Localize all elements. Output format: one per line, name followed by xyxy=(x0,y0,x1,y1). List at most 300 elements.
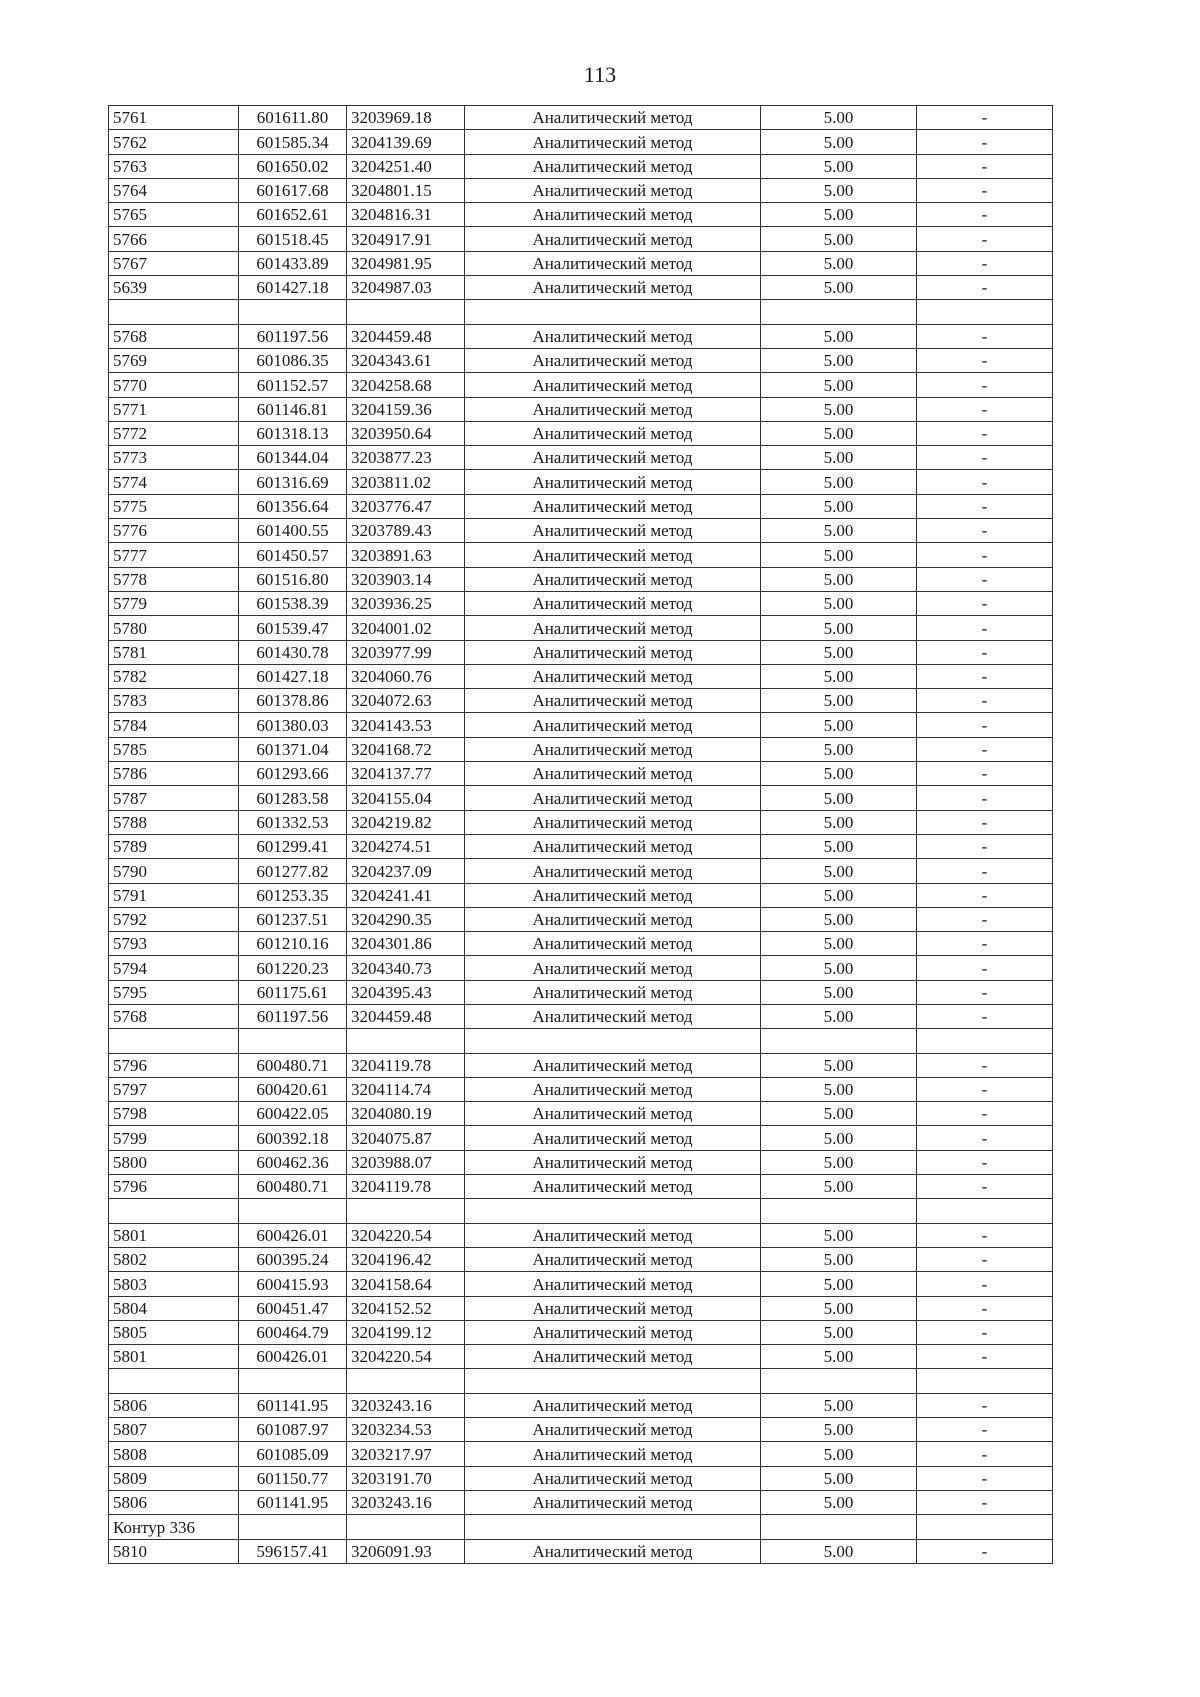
x-coordinate-cell: 601400.55 xyxy=(239,519,347,543)
note-cell: - xyxy=(917,1442,1053,1466)
y-coordinate-cell: 3203776.47 xyxy=(347,494,465,518)
note-cell: - xyxy=(917,737,1053,761)
x-coordinate-cell: 600464.79 xyxy=(239,1320,347,1344)
x-coordinate-cell: 600392.18 xyxy=(239,1126,347,1150)
method-cell: Аналитический метод xyxy=(465,980,761,1004)
y-coordinate-cell: 3204060.76 xyxy=(347,664,465,688)
precision-cell: 5.00 xyxy=(761,154,917,178)
point-number-cell: 5797 xyxy=(109,1077,239,1101)
x-coordinate-cell: 601380.03 xyxy=(239,713,347,737)
note-cell: - xyxy=(917,130,1053,154)
table-row xyxy=(109,421,1053,445)
point-number-cell: 5807 xyxy=(109,1418,239,1442)
point-number-cell: 5762 xyxy=(109,130,239,154)
x-coordinate-cell xyxy=(239,1515,347,1539)
point-number-cell: 5793 xyxy=(109,932,239,956)
method-cell: Аналитический метод xyxy=(465,397,761,421)
x-coordinate-cell: 596157.41 xyxy=(239,1539,347,1563)
precision-cell: 5.00 xyxy=(761,106,917,130)
precision-cell: 5.00 xyxy=(761,1442,917,1466)
method-cell: Аналитический метод xyxy=(465,373,761,397)
table-row xyxy=(109,1418,1053,1442)
method-cell: Аналитический метод xyxy=(465,203,761,227)
y-coordinate-cell: 3204987.03 xyxy=(347,276,465,300)
note-cell: - xyxy=(917,1539,1053,1563)
y-coordinate-cell xyxy=(347,300,465,324)
method-cell: Аналитический метод xyxy=(465,834,761,858)
precision-cell: 5.00 xyxy=(761,713,917,737)
point-number-cell: 5775 xyxy=(109,494,239,518)
x-coordinate-cell: 601087.97 xyxy=(239,1418,347,1442)
x-coordinate-cell: 600422.05 xyxy=(239,1102,347,1126)
table-body xyxy=(109,106,1053,1564)
note-cell: - xyxy=(917,1077,1053,1101)
method-cell: Аналитический метод xyxy=(465,664,761,688)
y-coordinate-cell: 3204075.87 xyxy=(347,1126,465,1150)
note-cell xyxy=(917,300,1053,324)
method-cell: Аналитический метод xyxy=(465,519,761,543)
precision-cell xyxy=(761,1369,917,1393)
precision-cell: 5.00 xyxy=(761,956,917,980)
method-cell xyxy=(465,1029,761,1053)
table-row xyxy=(109,664,1053,688)
note-cell: - xyxy=(917,1490,1053,1514)
precision-cell: 5.00 xyxy=(761,762,917,786)
x-coordinate-cell: 601318.13 xyxy=(239,421,347,445)
point-number-cell: 5769 xyxy=(109,348,239,372)
table-row xyxy=(109,883,1053,907)
table-row xyxy=(109,1199,1053,1223)
note-cell xyxy=(917,1515,1053,1539)
y-coordinate-cell: 3204981.95 xyxy=(347,251,465,275)
table-row xyxy=(109,762,1053,786)
y-coordinate-cell: 3203977.99 xyxy=(347,640,465,664)
x-coordinate-cell: 601283.58 xyxy=(239,786,347,810)
table-row xyxy=(109,154,1053,178)
precision-cell: 5.00 xyxy=(761,251,917,275)
y-coordinate-cell: 3204343.61 xyxy=(347,348,465,372)
x-coordinate-cell xyxy=(239,1199,347,1223)
x-coordinate-cell: 601617.68 xyxy=(239,178,347,202)
table-row xyxy=(109,1247,1053,1271)
precision-cell: 5.00 xyxy=(761,1004,917,1028)
point-number-cell: 5788 xyxy=(109,810,239,834)
point-number-cell: 5791 xyxy=(109,883,239,907)
x-coordinate-cell xyxy=(239,1369,347,1393)
point-number-cell xyxy=(109,1029,239,1053)
x-coordinate-cell: 601371.04 xyxy=(239,737,347,761)
method-cell: Аналитический метод xyxy=(465,1004,761,1028)
table-row xyxy=(109,1053,1053,1077)
note-cell: - xyxy=(917,1320,1053,1344)
x-coordinate-cell: 600451.47 xyxy=(239,1296,347,1320)
table-row xyxy=(109,1126,1053,1150)
method-cell: Аналитический метод xyxy=(465,932,761,956)
method-cell: Аналитический метод xyxy=(465,1345,761,1369)
precision-cell: 5.00 xyxy=(761,1345,917,1369)
x-coordinate-cell: 601516.80 xyxy=(239,567,347,591)
x-coordinate-cell: 601141.95 xyxy=(239,1490,347,1514)
method-cell: Аналитический метод xyxy=(465,956,761,980)
point-number-cell: 5768 xyxy=(109,324,239,348)
y-coordinate-cell xyxy=(347,1369,465,1393)
note-cell: - xyxy=(917,664,1053,688)
method-cell: Аналитический метод xyxy=(465,446,761,470)
method-cell xyxy=(465,1369,761,1393)
precision-cell: 5.00 xyxy=(761,470,917,494)
x-coordinate-cell: 600462.36 xyxy=(239,1150,347,1174)
precision-cell: 5.00 xyxy=(761,203,917,227)
method-cell: Аналитический метод xyxy=(465,421,761,445)
y-coordinate-cell: 3203988.07 xyxy=(347,1150,465,1174)
x-coordinate-cell: 601146.81 xyxy=(239,397,347,421)
precision-cell: 5.00 xyxy=(761,1150,917,1174)
note-cell: - xyxy=(917,1466,1053,1490)
note-cell: - xyxy=(917,932,1053,956)
x-coordinate-cell: 601085.09 xyxy=(239,1442,347,1466)
point-number-cell: 5780 xyxy=(109,616,239,640)
note-cell xyxy=(917,1199,1053,1223)
method-cell: Аналитический метод xyxy=(465,1102,761,1126)
y-coordinate-cell: 3204143.53 xyxy=(347,713,465,737)
point-number-cell xyxy=(109,300,239,324)
x-coordinate-cell: 601539.47 xyxy=(239,616,347,640)
table-row xyxy=(109,859,1053,883)
precision-cell: 5.00 xyxy=(761,1490,917,1514)
x-coordinate-cell: 601237.51 xyxy=(239,907,347,931)
page-number: 113 xyxy=(583,62,617,87)
precision-cell: 5.00 xyxy=(761,1320,917,1344)
y-coordinate-cell: 3204196.42 xyxy=(347,1247,465,1271)
precision-cell: 5.00 xyxy=(761,227,917,251)
method-cell: Аналитический метод xyxy=(465,1442,761,1466)
note-cell: - xyxy=(917,203,1053,227)
x-coordinate-cell: 600426.01 xyxy=(239,1345,347,1369)
point-number-cell: 5777 xyxy=(109,543,239,567)
table-row xyxy=(109,1442,1053,1466)
note-cell: - xyxy=(917,786,1053,810)
precision-cell: 5.00 xyxy=(761,616,917,640)
precision-cell: 5.00 xyxy=(761,932,917,956)
method-cell: Аналитический метод xyxy=(465,276,761,300)
point-number-cell: 5761 xyxy=(109,106,239,130)
note-cell xyxy=(917,1029,1053,1053)
method-cell xyxy=(465,300,761,324)
table-row xyxy=(109,1077,1053,1101)
table-row xyxy=(109,1223,1053,1247)
note-cell: - xyxy=(917,543,1053,567)
note-cell: - xyxy=(917,907,1053,931)
note-cell: - xyxy=(917,1296,1053,1320)
precision-cell: 5.00 xyxy=(761,1539,917,1563)
table-row xyxy=(109,810,1053,834)
note-cell: - xyxy=(917,494,1053,518)
method-cell: Аналитический метод xyxy=(465,1053,761,1077)
precision-cell xyxy=(761,1029,917,1053)
y-coordinate-cell: 3204301.86 xyxy=(347,932,465,956)
table-row xyxy=(109,640,1053,664)
point-number-cell: 5771 xyxy=(109,397,239,421)
x-coordinate-cell: 601652.61 xyxy=(239,203,347,227)
table-row xyxy=(109,956,1053,980)
table-row xyxy=(109,543,1053,567)
method-cell: Аналитический метод xyxy=(465,1393,761,1417)
note-cell: - xyxy=(917,1126,1053,1150)
method-cell: Аналитический метод xyxy=(465,1077,761,1101)
point-number-cell: 5810 xyxy=(109,1539,239,1563)
note-cell: - xyxy=(917,640,1053,664)
table-row xyxy=(109,1296,1053,1320)
x-coordinate-cell: 601277.82 xyxy=(239,859,347,883)
x-coordinate-cell: 601197.56 xyxy=(239,1004,347,1028)
table-row xyxy=(109,276,1053,300)
table-row xyxy=(109,446,1053,470)
precision-cell: 5.00 xyxy=(761,567,917,591)
y-coordinate-cell: 3203243.16 xyxy=(347,1490,465,1514)
method-cell xyxy=(465,1199,761,1223)
table-row xyxy=(109,519,1053,543)
y-coordinate-cell: 3203969.18 xyxy=(347,106,465,130)
note-cell: - xyxy=(917,834,1053,858)
note-cell: - xyxy=(917,713,1053,737)
note-cell: - xyxy=(917,762,1053,786)
y-coordinate-cell: 3204080.19 xyxy=(347,1102,465,1126)
table-row xyxy=(109,494,1053,518)
point-number-cell: 5784 xyxy=(109,713,239,737)
method-cell: Аналитический метод xyxy=(465,154,761,178)
precision-cell: 5.00 xyxy=(761,1466,917,1490)
table-row xyxy=(109,713,1053,737)
table-row xyxy=(109,1004,1053,1028)
table-row xyxy=(109,786,1053,810)
note-cell: - xyxy=(917,1223,1053,1247)
table-row xyxy=(109,1539,1053,1563)
y-coordinate-cell: 3203243.16 xyxy=(347,1393,465,1417)
x-coordinate-cell: 601141.95 xyxy=(239,1393,347,1417)
note-cell: - xyxy=(917,1345,1053,1369)
note-cell: - xyxy=(917,106,1053,130)
note-cell: - xyxy=(917,446,1053,470)
x-coordinate-cell: 601585.34 xyxy=(239,130,347,154)
x-coordinate-cell: 601253.35 xyxy=(239,883,347,907)
method-cell: Аналитический метод xyxy=(465,1247,761,1271)
x-coordinate-cell: 601344.04 xyxy=(239,446,347,470)
note-cell: - xyxy=(917,397,1053,421)
note-cell: - xyxy=(917,616,1053,640)
y-coordinate-cell xyxy=(347,1515,465,1539)
point-number-cell: 5796 xyxy=(109,1175,239,1199)
point-number-cell: 5767 xyxy=(109,251,239,275)
note-cell: - xyxy=(917,1272,1053,1296)
table-row xyxy=(109,689,1053,713)
table-row xyxy=(109,567,1053,591)
precision-cell: 5.00 xyxy=(761,1393,917,1417)
x-coordinate-cell: 601316.69 xyxy=(239,470,347,494)
note-cell: - xyxy=(917,421,1053,445)
precision-cell: 5.00 xyxy=(761,397,917,421)
point-number-cell: 5804 xyxy=(109,1296,239,1320)
point-number-cell: 5783 xyxy=(109,689,239,713)
x-coordinate-cell: 601538.39 xyxy=(239,591,347,615)
method-cell: Аналитический метод xyxy=(465,859,761,883)
x-coordinate-cell: 601518.45 xyxy=(239,227,347,251)
point-number-cell: 5768 xyxy=(109,1004,239,1028)
y-coordinate-cell: 3203191.70 xyxy=(347,1466,465,1490)
x-coordinate-cell xyxy=(239,300,347,324)
table-row xyxy=(109,1393,1053,1417)
point-number-cell: 5787 xyxy=(109,786,239,810)
x-coordinate-cell: 601450.57 xyxy=(239,543,347,567)
method-cell: Аналитический метод xyxy=(465,543,761,567)
coordinates-table xyxy=(108,105,1053,1564)
x-coordinate-cell: 601332.53 xyxy=(239,810,347,834)
note-cell xyxy=(917,1369,1053,1393)
precision-cell: 5.00 xyxy=(761,276,917,300)
method-cell: Аналитический метод xyxy=(465,1175,761,1199)
y-coordinate-cell: 3204274.51 xyxy=(347,834,465,858)
precision-cell: 5.00 xyxy=(761,494,917,518)
precision-cell: 5.00 xyxy=(761,519,917,543)
method-cell: Аналитический метод xyxy=(465,640,761,664)
method-cell: Аналитический метод xyxy=(465,762,761,786)
y-coordinate-cell: 3204459.48 xyxy=(347,324,465,348)
note-cell: - xyxy=(917,1150,1053,1174)
note-cell: - xyxy=(917,567,1053,591)
point-number-cell: 5801 xyxy=(109,1223,239,1247)
note-cell: - xyxy=(917,1004,1053,1028)
precision-cell: 5.00 xyxy=(761,1077,917,1101)
y-coordinate-cell: 3204119.78 xyxy=(347,1053,465,1077)
point-number-cell: 5794 xyxy=(109,956,239,980)
point-number-cell: 5808 xyxy=(109,1442,239,1466)
note-cell: - xyxy=(917,883,1053,907)
precision-cell: 5.00 xyxy=(761,591,917,615)
y-coordinate-cell: 3204158.64 xyxy=(347,1272,465,1296)
x-coordinate-cell: 601210.16 xyxy=(239,932,347,956)
precision-cell: 5.00 xyxy=(761,130,917,154)
y-coordinate-cell: 3204001.02 xyxy=(347,616,465,640)
y-coordinate-cell: 3204220.54 xyxy=(347,1345,465,1369)
y-coordinate-cell: 3204168.72 xyxy=(347,737,465,761)
method-cell: Аналитический метод xyxy=(465,883,761,907)
note-cell: - xyxy=(917,1053,1053,1077)
precision-cell: 5.00 xyxy=(761,859,917,883)
table-row xyxy=(109,980,1053,1004)
table-row xyxy=(109,1466,1053,1490)
point-number-cell: 5770 xyxy=(109,373,239,397)
point-number-cell: 5639 xyxy=(109,276,239,300)
y-coordinate-cell: 3204340.73 xyxy=(347,956,465,980)
point-number-cell: 5802 xyxy=(109,1247,239,1271)
precision-cell: 5.00 xyxy=(761,1053,917,1077)
table-row xyxy=(109,324,1053,348)
note-cell: - xyxy=(917,178,1053,202)
y-coordinate-cell: 3204137.77 xyxy=(347,762,465,786)
precision-cell xyxy=(761,1199,917,1223)
point-number-cell: 5785 xyxy=(109,737,239,761)
y-coordinate-cell: 3206091.93 xyxy=(347,1539,465,1563)
x-coordinate-cell: 600415.93 xyxy=(239,1272,347,1296)
method-cell: Аналитический метод xyxy=(465,713,761,737)
method-cell: Аналитический метод xyxy=(465,1539,761,1563)
table-row xyxy=(109,130,1053,154)
point-number-cell xyxy=(109,1199,239,1223)
method-cell: Аналитический метод xyxy=(465,591,761,615)
method-cell: Аналитический метод xyxy=(465,178,761,202)
table-row xyxy=(109,737,1053,761)
y-coordinate-cell: 3204155.04 xyxy=(347,786,465,810)
y-coordinate-cell: 3204139.69 xyxy=(347,130,465,154)
point-number-cell: 5781 xyxy=(109,640,239,664)
table-row xyxy=(109,203,1053,227)
x-coordinate-cell: 601152.57 xyxy=(239,373,347,397)
point-number-cell: 5796 xyxy=(109,1053,239,1077)
precision-cell: 5.00 xyxy=(761,980,917,1004)
note-cell: - xyxy=(917,470,1053,494)
point-number-cell: Контур 336 xyxy=(109,1515,239,1539)
table-row xyxy=(109,1345,1053,1369)
table-row xyxy=(109,227,1053,251)
y-coordinate-cell: 3204395.43 xyxy=(347,980,465,1004)
precision-cell: 5.00 xyxy=(761,1296,917,1320)
precision-cell: 5.00 xyxy=(761,421,917,445)
precision-cell: 5.00 xyxy=(761,907,917,931)
y-coordinate-cell: 3204290.35 xyxy=(347,907,465,931)
point-number-cell: 5763 xyxy=(109,154,239,178)
point-number-cell: 5805 xyxy=(109,1320,239,1344)
note-cell: - xyxy=(917,324,1053,348)
y-coordinate-cell: 3204816.31 xyxy=(347,203,465,227)
method-cell: Аналитический метод xyxy=(465,1223,761,1247)
note-cell: - xyxy=(917,1175,1053,1199)
note-cell: - xyxy=(917,1247,1053,1271)
note-cell: - xyxy=(917,348,1053,372)
x-coordinate-cell: 601611.80 xyxy=(239,106,347,130)
precision-cell xyxy=(761,300,917,324)
precision-cell: 5.00 xyxy=(761,883,917,907)
table-row xyxy=(109,178,1053,202)
table-row xyxy=(109,373,1053,397)
note-cell: - xyxy=(917,154,1053,178)
y-coordinate-cell: 3203950.64 xyxy=(347,421,465,445)
x-coordinate-cell: 601378.86 xyxy=(239,689,347,713)
note-cell: - xyxy=(917,591,1053,615)
point-number-cell: 5803 xyxy=(109,1272,239,1296)
x-coordinate-cell: 601197.56 xyxy=(239,324,347,348)
method-cell: Аналитический метод xyxy=(465,130,761,154)
y-coordinate-cell: 3204251.40 xyxy=(347,154,465,178)
table-row xyxy=(109,591,1053,615)
precision-cell: 5.00 xyxy=(761,810,917,834)
method-cell: Аналитический метод xyxy=(465,616,761,640)
y-coordinate-cell: 3204237.09 xyxy=(347,859,465,883)
method-cell: Аналитический метод xyxy=(465,1418,761,1442)
method-cell: Аналитический метод xyxy=(465,1490,761,1514)
method-cell: Аналитический метод xyxy=(465,786,761,810)
precision-cell: 5.00 xyxy=(761,373,917,397)
note-cell: - xyxy=(917,519,1053,543)
method-cell: Аналитический метод xyxy=(465,810,761,834)
point-number-cell: 5766 xyxy=(109,227,239,251)
point-number-cell: 5786 xyxy=(109,762,239,786)
method-cell: Аналитический метод xyxy=(465,1272,761,1296)
table-row xyxy=(109,907,1053,931)
point-number-cell: 5800 xyxy=(109,1150,239,1174)
note-cell: - xyxy=(917,251,1053,275)
point-number-cell: 5806 xyxy=(109,1490,239,1514)
point-number-cell: 5773 xyxy=(109,446,239,470)
note-cell: - xyxy=(917,810,1053,834)
